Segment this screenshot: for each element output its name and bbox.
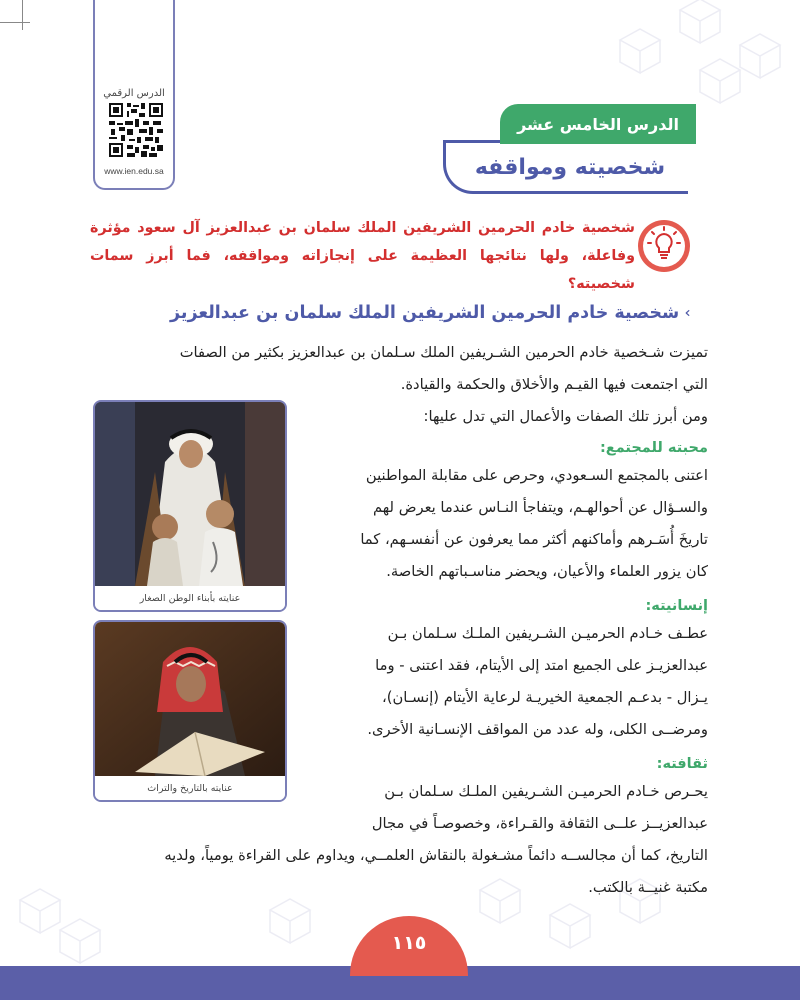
intro-paragraph	[88, 337, 708, 401]
paragraph-line: يـزال - بدعـم الجمعية الخيريـة لرعاية الأيتام (إنسـان)،	[382, 689, 708, 706]
culture-heading: ثقافته:	[656, 756, 708, 772]
paragraph-line: التي اجتمعت فيها القيـم والأخلاق والحكمة والقيادة.	[400, 376, 708, 393]
culture-paragraph-wide	[88, 840, 708, 904]
paragraph-line: عبدالعزيــز علــى الثقافة والقـراءة، وخصوصـاً في مجال	[371, 815, 708, 832]
crop-mark	[0, 22, 30, 23]
paragraph-line: والسـؤال عن أحوالهـم، ويتفاجأ النـاس عندما يعرض لهم	[373, 499, 708, 516]
photo-caption: عنايته بالتاريخ والتراث	[95, 776, 285, 800]
decorative-cube-pattern	[600, 0, 800, 110]
intro-question	[90, 214, 635, 298]
society-heading: محبته للمجتمع:	[600, 440, 708, 456]
photo-king-reading	[95, 622, 285, 776]
chevron-left-icon	[685, 302, 690, 324]
paragraph-line: تاريخَ أُسَـرهم وأماكنهم أكثر مما يعرفون عن أنفسـهم، كما	[360, 531, 708, 548]
society-paragraph	[313, 460, 708, 588]
section-heading-text: شخصية خادم الحرمين الشريفين الملك سلمان بن عبدالعزيز	[170, 303, 680, 323]
paragraph-line: التاريخ، كما أن مجالســه دائماً مشـغولة بالنقاش العلمــي، ويداوم على القراءة يومياً، ولديه	[164, 847, 708, 864]
paragraph-line: يحـرص خـادم الحرميـن الشـريفين الملـك سـلمان بـن	[384, 783, 708, 800]
intro-line: وفاعلة، ولها نتائجها العظيمة على إنجازاته ومواقفه، فما أبرز سمات شخصيته؟	[90, 248, 635, 292]
paragraph-line: عبدالعزيـز على الجميع امتد إلى الأيتام، فقد اعتنى - وما	[375, 657, 708, 674]
digital-lesson-url[interactable]: www.ien.edu.sa	[104, 166, 164, 176]
crop-mark	[22, 0, 23, 30]
qr-code-icon[interactable]	[109, 103, 163, 157]
lesson-number-tag: الدرس الخامس عشر	[500, 104, 696, 144]
photo-card-children	[93, 400, 287, 612]
paragraph-line: ومن أبرز تلك الصفات والأعمال التي تدل عليها:	[423, 408, 708, 425]
qualities-lead	[313, 401, 708, 433]
lesson-title: شخصيته ومواقفه	[474, 154, 666, 180]
paragraph-line: عطـف خـادم الحرميـن الشـريفين الملـك سـلمان بـن	[387, 625, 708, 642]
paragraph-line: كان يزور العلماء والأعيان، ويحضر مناسـباتهم الخاصة.	[386, 563, 708, 580]
section-heading	[170, 298, 690, 328]
photo-caption: عنايته بأبناء الوطن الصغار	[95, 586, 285, 610]
paragraph-line: تميزت شـخصية خادم الحرمين الشـريفين الملك سـلمان بن عبدالعزيز بكثير من الصفات	[179, 344, 708, 361]
paragraph-line: اعتنى بالمجتمع السـعودي، وحرص على مقابلة المواطنين	[365, 467, 708, 484]
humanity-paragraph	[313, 618, 708, 746]
photo-king-with-children	[95, 402, 285, 586]
photo-card-reading	[93, 620, 287, 802]
paragraph-line: مكتبة غنيــة بالكتب.	[588, 879, 708, 896]
digital-lesson-card[interactable]	[93, 0, 175, 190]
culture-paragraph-narrow	[313, 776, 708, 840]
digital-lesson-label: الدرس الرقمي	[103, 88, 165, 99]
humanity-heading: إنسانيته:	[645, 598, 708, 614]
lightbulb-icon	[637, 219, 691, 273]
intro-line: شخصية خادم الحرمين الشريفين الملك سلمان بن عبدالعزيز آل سعود مؤثرة	[90, 220, 635, 236]
paragraph-line: ومرضــى الكلى، وله عدد من المواقف الإنسـانية الأخرى.	[367, 721, 708, 738]
page-number: ١١٥	[391, 932, 427, 954]
